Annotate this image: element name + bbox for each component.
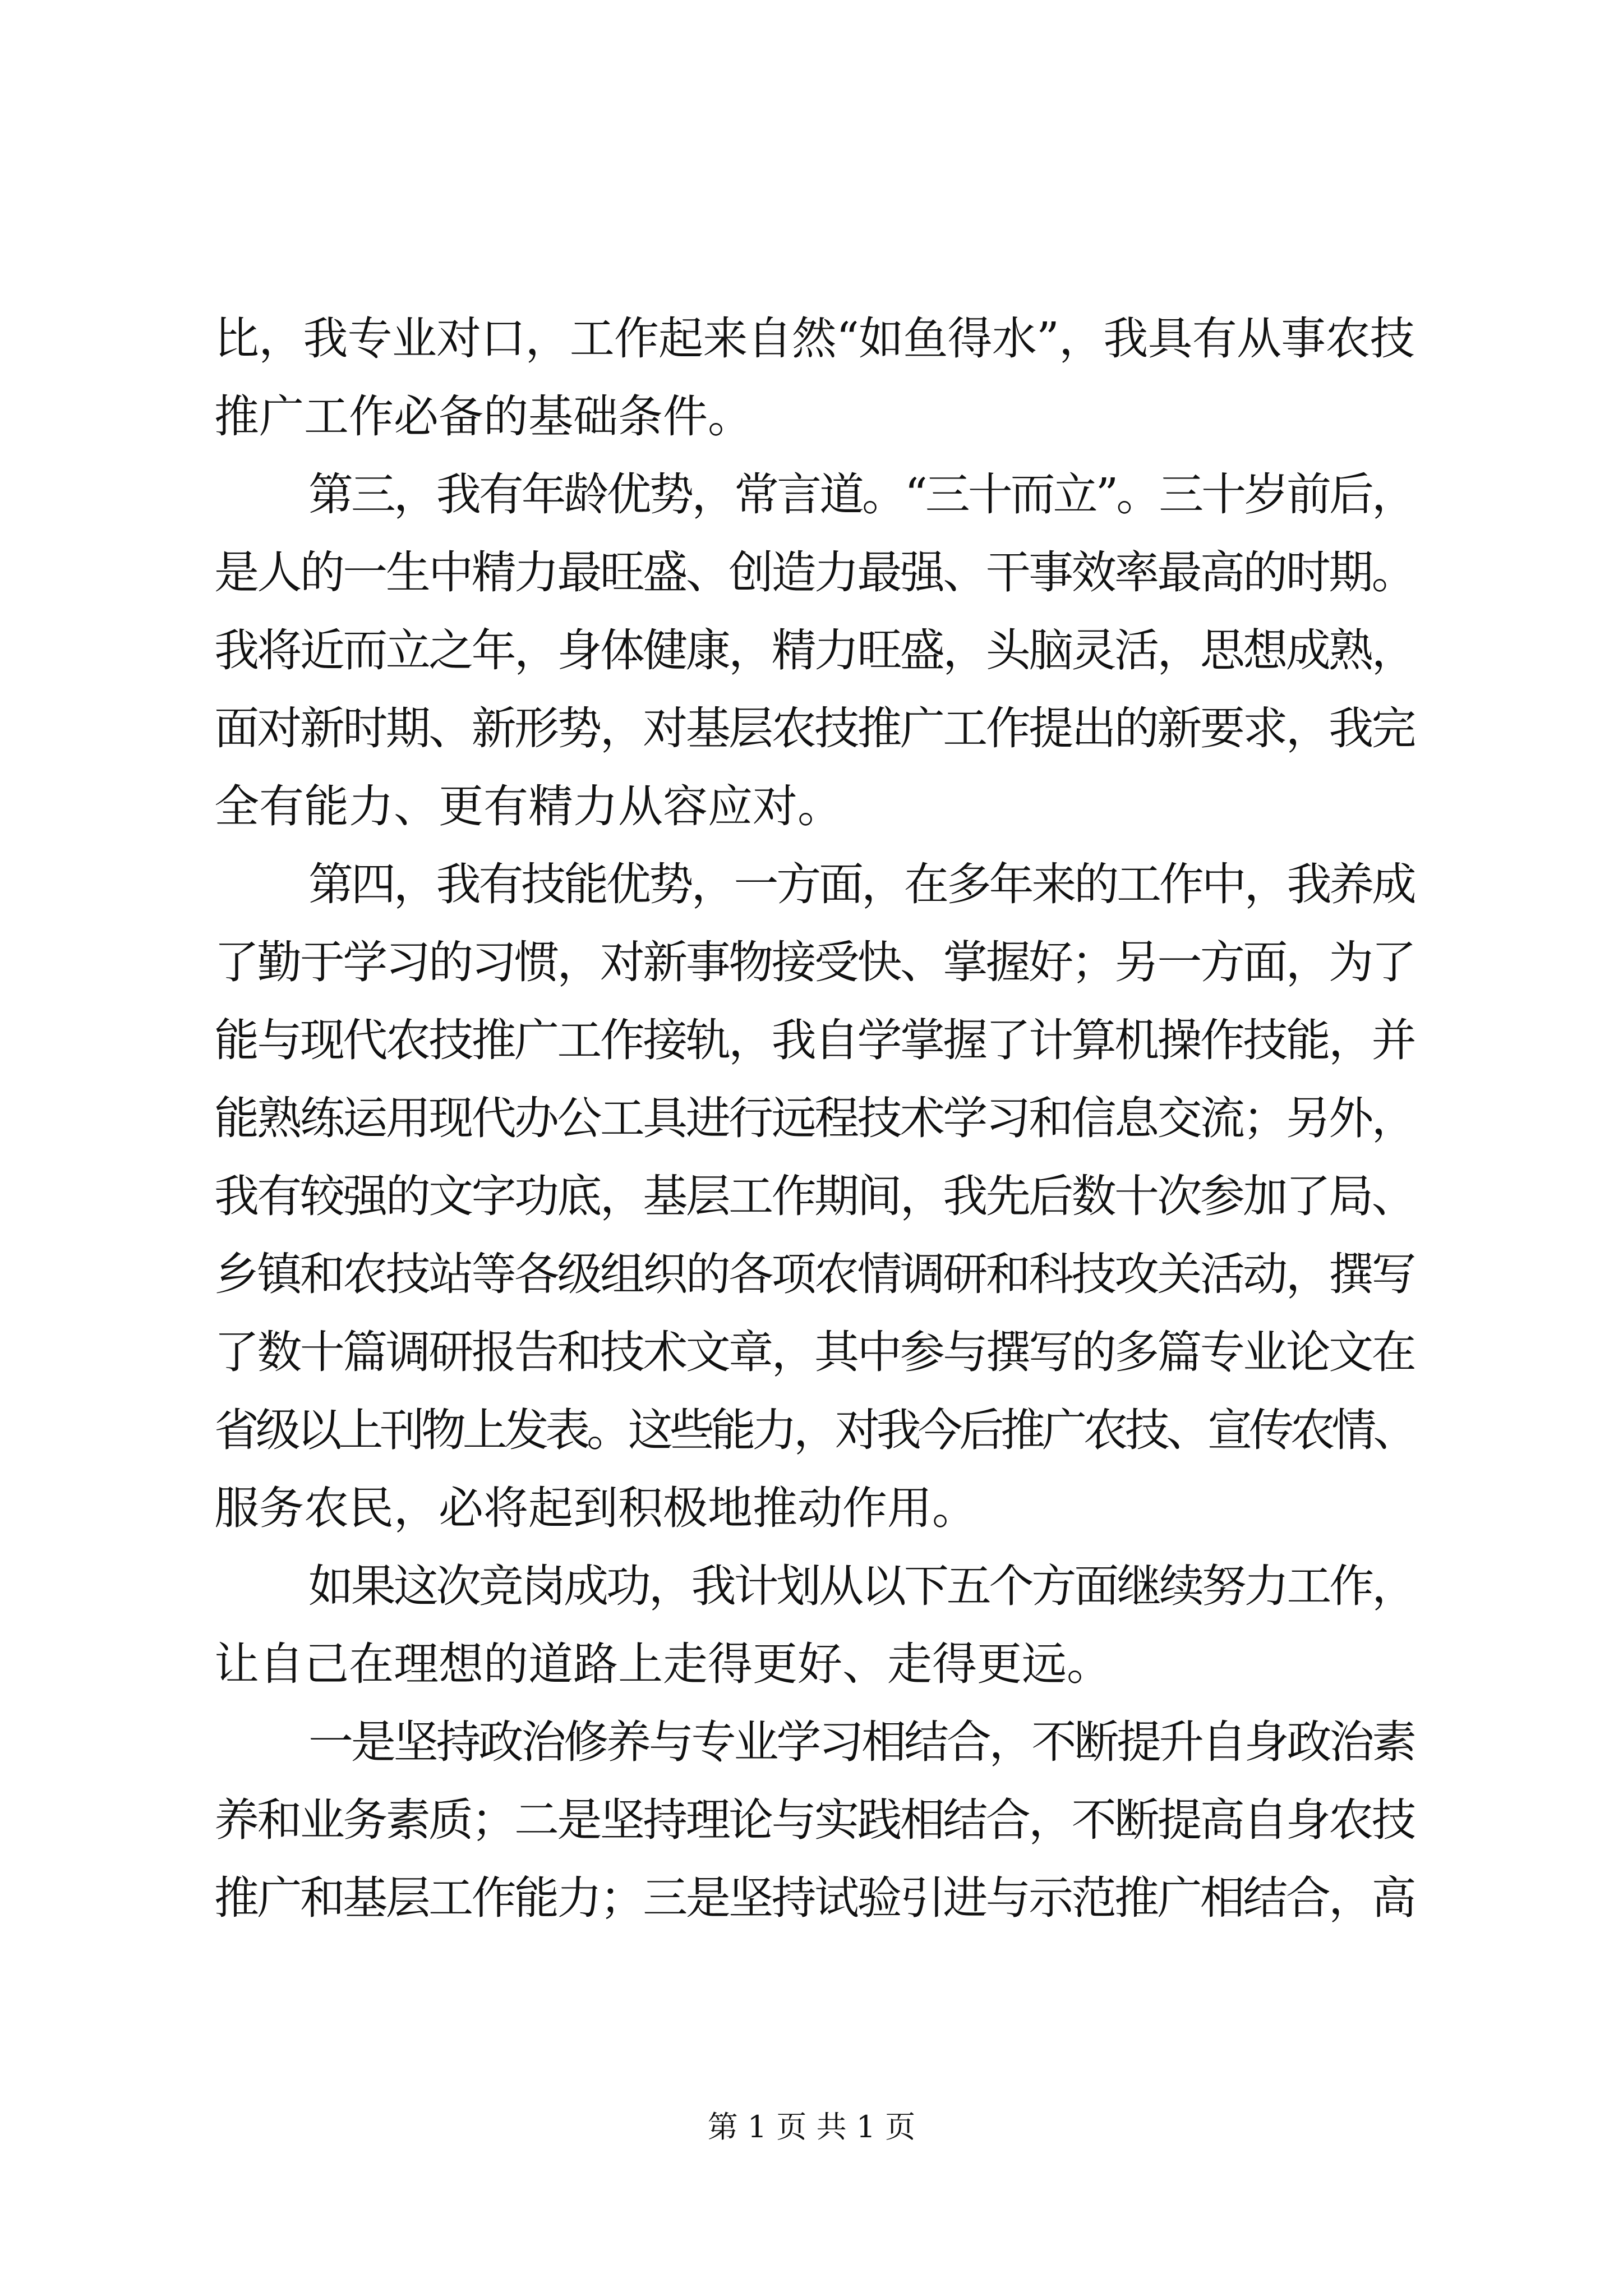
- text-line: 面对新时期、新形势，对基层农技推广工作提出的新要求，我完: [214, 702, 1414, 754]
- page-footer: 第 1 页 共 1 页: [707, 2109, 916, 2145]
- text-line: 省级以上刊物上发表。这些能力，对我今后推广农技、宣传农情、: [214, 1404, 1414, 1456]
- paragraph: [214, 853, 1414, 1555]
- text-line: 推广工作必备的基础条件。: [214, 390, 753, 443]
- text-line: 是人的一生中精力最旺盛、创造力最强、干事效率最高的时期。: [214, 546, 1414, 599]
- text-line: 全有能力、更有精力从容应对。: [214, 780, 842, 832]
- text-line: 一是坚持政治修养与专业学习相结合，不断提升自身政治素: [308, 1716, 1414, 1768]
- text-line: 养和业务素质；二是坚持理论与实践相结合，不断提高自身农技: [214, 1794, 1414, 1846]
- paragraph: [214, 307, 1414, 463]
- text-line: 第四，我有技能优势，一方面，在多年来的工作中，我养成: [308, 858, 1414, 910]
- document-body: [214, 307, 1414, 1945]
- text-line: 了数十篇调研报告和技术文章，其中参与撰写的多篇专业论文在: [214, 1326, 1414, 1378]
- text-line: 了勤于学习的习惯，对新事物接受快、掌握好；另一方面，为了: [214, 936, 1414, 988]
- text-line: 能熟练运用现代办公工具进行远程技术学习和信息交流；另外，: [214, 1092, 1414, 1144]
- text-line: 如果这次竞岗成功，我计划从以下五个方面继续努力工作，: [308, 1560, 1414, 1612]
- text-line: 我有较强的文字功底，基层工作期间，我先后数十次参加了局、: [214, 1170, 1414, 1222]
- text-line: 让自己在理想的道路上走得更好、走得更远。: [214, 1638, 1112, 1690]
- text-line: 能与现代农技推广工作接轨，我自学掌握了计算机操作技能，并: [214, 1014, 1414, 1066]
- text-line: 第三，我有年龄优势，常言道。“三十而立”。三十岁前后，: [308, 468, 1414, 521]
- paragraph: [214, 1711, 1414, 1945]
- paragraph: [214, 463, 1414, 853]
- text-line: 乡镇和农技站等各级组织的各项农情调研和科技攻关活动，撰写: [214, 1248, 1414, 1300]
- text-line: 推广和基层工作能力；三是坚持试验引进与示范推广相结合，高: [214, 1872, 1414, 1924]
- text-line: 我将近而立之年，身体健康，精力旺盛，头脑灵活，思想成熟，: [214, 624, 1414, 677]
- paragraph: [214, 1555, 1414, 1711]
- text-line: 服务农民，必将起到积极地推动作用。: [214, 1482, 977, 1534]
- text-line: 比，我专业对口，工作起来自然“如鱼得水”，我具有从事农技: [214, 312, 1414, 365]
